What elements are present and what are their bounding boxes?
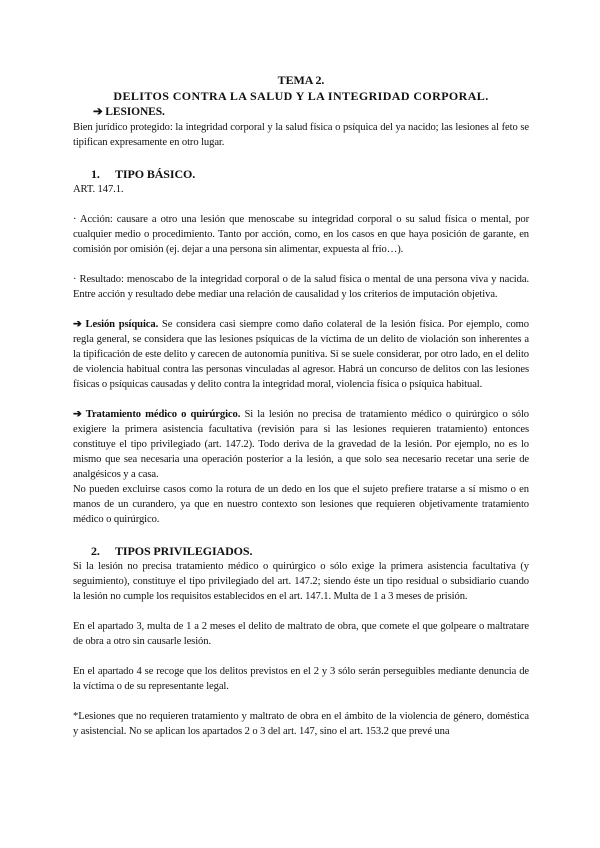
lesiones-heading: ➔ LESIONES. (93, 106, 165, 118)
document-body (73, 72, 529, 739)
document-title: TEMA 2. (277, 73, 325, 87)
privilegiado-paragraph-1: Si la lesión no precisa tratamiento médico o quirúrgico o sólo exige la primera asistencia facultativa (y seguimiento), constituye el tipo privilegiado del art. 147.2; siendo éste un tipo residual o subsidiario cuando la lesión no cumple los requisitos establecidos en el art. 147.1. Multa de 1 a 3 meses de prisión. (73, 561, 529, 602)
tratamiento-label: ➔ Tratamiento médico o quirúrgico. (73, 409, 241, 420)
lesion-psiquica-paragraph (73, 317, 529, 392)
intro-paragraph: Bien jurídico protegido: la integridad corporal y la salud física o psíquica del ya nacido; las lesiones al feto se tipifican expresamente en otro lugar. (73, 122, 529, 148)
document-subtitle: DELITOS CONTRA LA SALUD Y LA INTEGRIDAD CORPORAL. (113, 89, 489, 103)
section-1-title: TIPO BÁSICO. (115, 167, 196, 181)
section-2-heading (91, 543, 529, 559)
privilegiado-paragraph-2: En el apartado 3, multa de 1 a 2 meses el delito de maltrato de obra, que comete el que golpeare o maltratare de obra a otro sin causarle lesión. (73, 621, 529, 647)
accion-paragraph: · Acción: causare a otro una lesión que menoscabe su integridad corporal o su salud física o mental, por cualquier medio o procedimiento. Tanto por acción, como, en los casos en que haya posición de garante, en comisión por omisión (ej. dejar a una persona sin alimentar, expuesta al frío…). (73, 214, 529, 255)
excluir-paragraph: No pueden excluirse casos como la rotura de un dedo en los que el sujeto prefiere tratarse a sí mismo o en manos de un curandero, ya que en nuestro contexto son lesiones que requieren objetivamente tratamiento médico o quirúrgico. (73, 484, 529, 525)
section-1-number: 1. (91, 167, 100, 181)
resultado-paragraph: · Resultado: menoscabo de la integridad corporal o de la salud física o mental de una persona viva y nacida. Entre acción y resultado debe mediar una relación de causalidad y los criterios de imputación objetiva. (73, 274, 529, 300)
privilegiado-paragraph-3: En el apartado 4 se recoge que los delitos previstos en el 2 y 3 sólo serán perseguibles mediante denuncia de la víctima o de su representante legal. (73, 666, 529, 692)
section-2-number: 2. (91, 544, 100, 558)
lesion-psiquica-text: Se considera casi siempre como daño colateral de la lesión física. Por ejemplo, como regla general, se considera que las lesiones psíquicas de la víctima de un delito de violación son inherentes a la tipificación de este delito y carecen de autonomía punitiva. Si se suele considerar, por otro lado, en el delito de violencia habitual contra las personas vinculadas al agresor. Habrá un concurso de delitos con las lesiones físicas o psíquicas causadas y delito contra la integridad moral, violencia física o psíquica habitual. (73, 319, 529, 390)
tratamiento-paragraph (73, 407, 529, 482)
section-2-title: TIPOS PRIVILEGIADOS. (115, 544, 253, 558)
privilegiado-paragraph-4: *Lesiones que no requieren tratamiento y maltrato de obra en el ámbito de la violencia de género, doméstica y asistencial. No se aplican los apartados 2 o 3 del art. 147, sino el art. 153.2 que prevé una (73, 711, 529, 737)
tratamiento-text: Si la lesión no precisa de tratamiento médico o quirúrgico o sólo exigiere la primera asistencia facultativa (revisión para si las lesiones requieren tratamiento) entonces constituye el tipo privilegiado (art. 147.2). Todo deriva de la gravedad de la lesión. Por ejemplo, no es lo mismo que sea necesaria una operación posterior a la lesión, a que solo sea necesario recetar una serie de analgésicos y a casa. (73, 409, 529, 480)
article-reference: ART. 147.1. (73, 184, 124, 195)
lesion-psiquica-label: ➔ Lesión psíquica. (73, 319, 159, 330)
section-1-heading (91, 166, 529, 182)
